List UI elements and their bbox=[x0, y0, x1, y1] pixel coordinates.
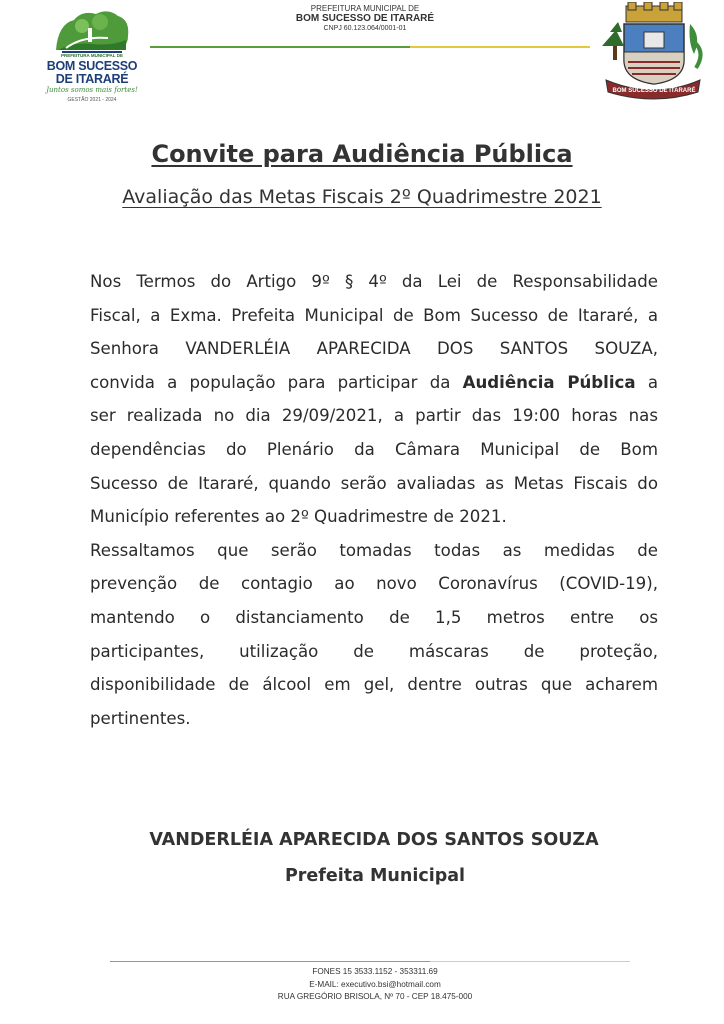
footer-email: E-MAIL: executivo.bsi@hotmail.com bbox=[309, 979, 441, 989]
footer-address: RUA GREGÓRIO BRISOLA, Nº 70 - CEP 18.475-000 bbox=[277, 992, 473, 1001]
paragraph1-line: dependências do Plenário da Câmara Municipal de Bom bbox=[90, 439, 658, 459]
document-body bbox=[90, 265, 658, 735]
footer-phones: FONES 15 3533.1152 - 353311.69 bbox=[312, 967, 438, 976]
paragraph1-line: Sucesso de Itararé, quando serão avaliadas as Metas Fiscais do bbox=[90, 473, 658, 493]
paragraph2-line: prevenção de contagio ao novo Coronavírus (COVID-19), bbox=[90, 574, 658, 594]
logo-small-text: PREFEITURA MUNICIPAL DE bbox=[61, 53, 123, 58]
paragraph1-line: ser realizada no dia 29/09/2021, a partir das 19:00 horas nas bbox=[90, 406, 658, 426]
paragraph2-line: Ressaltamos que serão tomadas todas as medidas de bbox=[90, 540, 658, 560]
letterhead bbox=[240, 4, 490, 33]
paragraph2-line: mantendo o distanciamento de 1,5 metros entre os bbox=[90, 607, 658, 627]
paragraph2-line: pertinentes. bbox=[90, 708, 191, 728]
audiencia-publica-emphasis: Audiência Pública bbox=[462, 372, 636, 392]
signatory-role: Prefeita Municipal bbox=[284, 866, 466, 886]
paragraph2-line: participantes, utilização de máscaras de proteção, bbox=[90, 641, 658, 661]
letterhead-cnpj: CNPJ 60.123.064/0001-01 bbox=[323, 25, 407, 32]
paragraph1-line: Município referentes ao 2º Quadrimestre de 2021. bbox=[90, 507, 507, 527]
logo-name-line2: DE ITARARÉ bbox=[55, 72, 129, 86]
footer-contact bbox=[0, 966, 724, 1004]
paragraph1-line: Senhora VANDERLÉIA APARECIDA DOS SANTOS SOUZA, bbox=[90, 339, 658, 359]
paragraph1-line: Nos Termos do Artigo 9º § 4º da Lei de Responsabilidade bbox=[90, 272, 658, 291]
tree-logo-icon bbox=[52, 6, 132, 54]
municipal-logo bbox=[40, 6, 144, 102]
letterhead-line1: PREFEITURA MUNICIPAL DE bbox=[310, 4, 420, 13]
letterhead-line2: BOM SUCESSO DE ITARARÉ bbox=[295, 13, 435, 24]
letterhead-divider bbox=[150, 46, 590, 48]
signatory-name: VANDERLÉIA APARECIDA DOS SANTOS SOUZA bbox=[149, 830, 599, 850]
logo-term: GESTÃO 2021 - 2024 bbox=[67, 97, 117, 103]
paragraph2-line: disponibilidade de álcool em gel, dentre outras que acharem bbox=[90, 675, 658, 695]
svg-text:BOM SUCESSO DE ITARARÉ: BOM SUCESSO DE ITARARÉ bbox=[612, 88, 696, 94]
coat-of-arms-icon bbox=[598, 2, 708, 100]
document-title: Convite para Audiência Pública bbox=[151, 140, 573, 168]
coat-of-arms bbox=[598, 2, 708, 100]
paragraph1-line: convida a população para participar da Audiência Pública a bbox=[90, 372, 658, 392]
document-subtitle: Avaliação das Metas Fiscais 2º Quadrimestre 2021 bbox=[122, 186, 602, 208]
footer-divider bbox=[110, 961, 630, 962]
logo-name-line1: BOM SUCESSO bbox=[46, 59, 138, 73]
logo-motto: Juntos somos mais fortes! bbox=[46, 86, 138, 94]
paragraph1-line: Fiscal, a Exma. Prefeita Municipal de Bom Sucesso de Itararé, a bbox=[90, 305, 658, 325]
